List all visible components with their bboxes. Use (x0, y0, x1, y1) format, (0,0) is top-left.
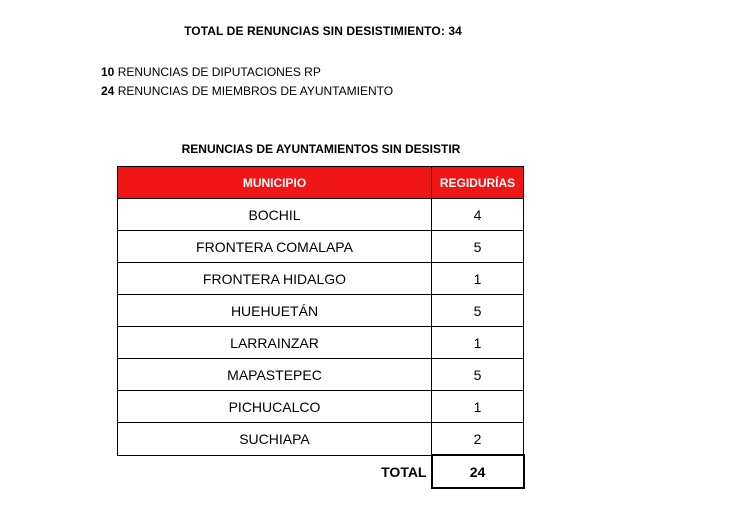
table-row (118, 327, 524, 359)
regidurias-cell: 5 (432, 295, 524, 327)
municipio-cell: SUCHIAPA (118, 423, 432, 456)
municipio-cell: BOCHIL (118, 199, 432, 231)
regidurias-cell: 1 (432, 391, 524, 423)
regidurias-cell: 5 (432, 359, 524, 391)
summary-text: RENUNCIAS DE MIEMBROS DE AYUNTAMIENTO (117, 84, 394, 98)
total-value: 24 (432, 455, 524, 488)
total-label: TOTAL (118, 455, 432, 488)
summary-text: RENUNCIAS DE DIPUTACIONES RP (117, 65, 321, 79)
municipio-cell: FRONTERA COMALAPA (118, 231, 432, 263)
total-row (118, 455, 524, 488)
summary-count: 24 (101, 84, 115, 98)
table-header-row (118, 167, 524, 199)
regidurias-cell: 1 (432, 263, 524, 295)
regidurias-cell: 2 (432, 423, 524, 456)
table-row (118, 295, 524, 327)
regidurias-cell: 1 (432, 327, 524, 359)
table-row (118, 423, 524, 456)
summary-count: 10 (101, 65, 115, 79)
resignations-table (117, 166, 525, 489)
municipio-cell: HUEHUETÁN (118, 295, 432, 327)
table-row (118, 231, 524, 263)
table-row (118, 263, 524, 295)
table-row (118, 391, 524, 423)
table-row (118, 359, 524, 391)
summary-line-diputaciones (101, 65, 321, 79)
municipio-cell: LARRAINZAR (118, 327, 432, 359)
table-title: RENUNCIAS DE AYUNTAMIENTOS SIN DESISTIR (181, 142, 461, 156)
page-title: TOTAL DE RENUNCIAS SIN DESISTIMIENTO: 34 (184, 24, 462, 38)
header-regidurias: REGIDURÍAS (432, 167, 524, 199)
municipio-cell: PICHUCALCO (118, 391, 432, 423)
municipio-cell: FRONTERA HIDALGO (118, 263, 432, 295)
regidurias-cell: 4 (432, 199, 524, 231)
regidurias-cell: 5 (432, 231, 524, 263)
header-municipio: MUNICIPIO (118, 167, 432, 199)
municipio-cell: MAPASTEPEC (118, 359, 432, 391)
summary-line-ayuntamiento (101, 84, 393, 98)
table-row (118, 199, 524, 231)
